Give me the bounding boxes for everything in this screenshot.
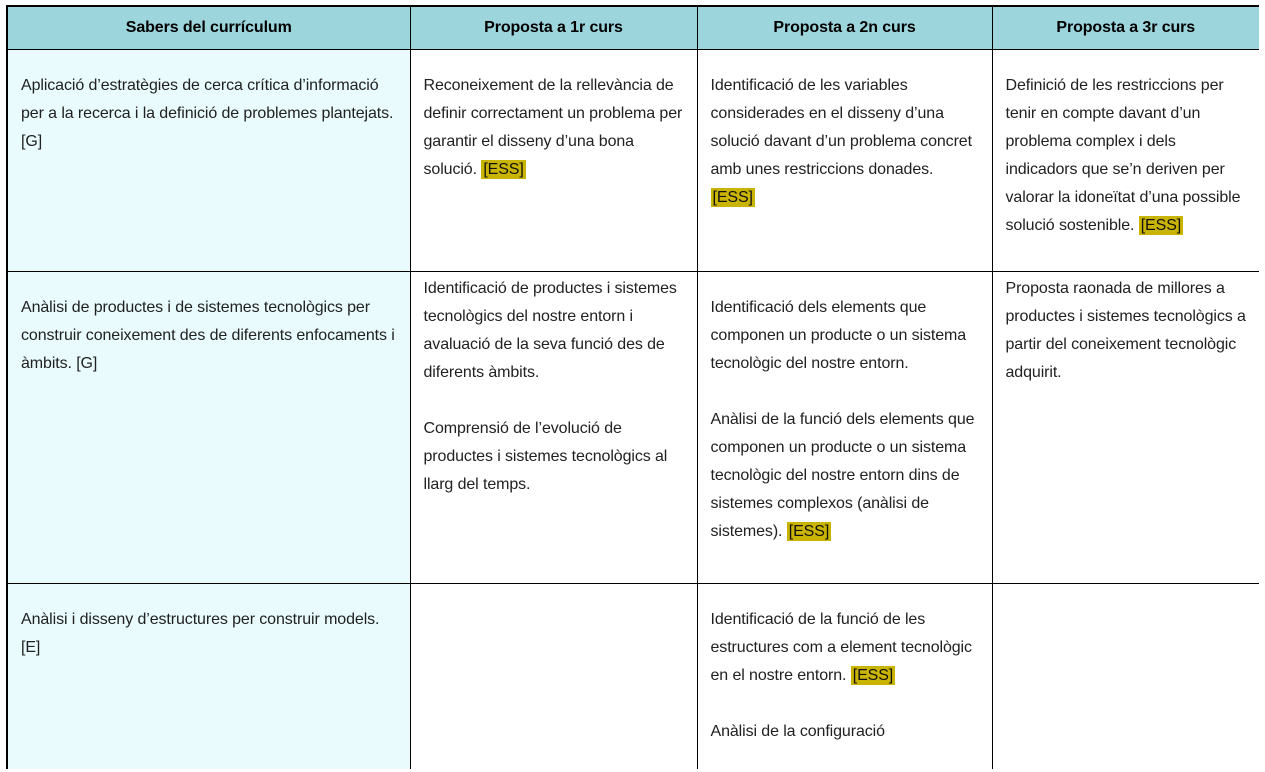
- cell-paragraph: Reconeixement de la rellevància de definir correctament un problema per garantir el disseny d’una bona solució. [ESS]: [423, 76, 683, 178]
- table-header-row: [7, 6, 1259, 49]
- cell-2n-curs: [697, 49, 992, 271]
- table-row: [7, 49, 1259, 271]
- cell-saber-cerca-critica: [7, 49, 410, 271]
- table-row: [7, 271, 1259, 583]
- ess-highlight-tag: [ESS]: [1140, 216, 1182, 234]
- header-proposta-1r-curs: Proposta a 1r curs: [410, 6, 697, 49]
- cell-paragraph: Anàlisi de la funció dels elements que componen un producte o un sistema tecnològic del nostre entorn dins de sistemes complexos (anàlisi de sistemes). [ESS]: [710, 410, 975, 540]
- cell-1r-curs: [410, 49, 697, 271]
- cell-3r-curs-empty: [992, 583, 1259, 769]
- cell-paragraph: Proposta raonada de millores a productes i sistemes tecnològics a partir del coneixement tecnològic adquirit.: [1005, 279, 1246, 381]
- cell-2n-curs: [697, 271, 992, 583]
- cell-saber-analisi-productes: [7, 271, 410, 583]
- cell-3r-curs: [992, 49, 1259, 271]
- ess-highlight-tag: [ESS]: [788, 522, 830, 540]
- cell-paragraph: Aplicació d’estratègies de cerca crítica d’informació per a la recerca i la definició de problemes plantejats. [G]: [21, 76, 394, 150]
- curriculum-sabers-table: [6, 5, 1259, 769]
- header-proposta-3r-curs: Proposta a 3r curs: [992, 6, 1259, 49]
- header-proposta-2n-curs: Proposta a 2n curs: [697, 6, 992, 49]
- cell-paragraph: Comprensió de l’evolució de productes i sistemes tecnològics al llarg del temps.: [423, 419, 668, 493]
- ess-highlight-tag: [ESS]: [483, 160, 524, 178]
- cell-paragraph: Identificació de productes i sistemes tecnològics del nostre entorn i avaluació de la seva funció des de diferents àmbits.: [423, 279, 677, 381]
- cell-paragraph: Anàlisi de productes i de sistemes tecnològics per construir coneixement des de diferents enfocaments i àmbits. [G]: [21, 298, 395, 372]
- table-row: [7, 583, 1259, 769]
- cell-paragraph: Anàlisi i disseny d’estructures per construir models. [E]: [21, 610, 380, 656]
- table-clip-region: [6, 5, 1259, 769]
- ess-highlight-tag: [ESS]: [712, 188, 753, 206]
- cell-1r-curs: [410, 271, 697, 583]
- header-sabers-curriculum: Sabers del currículum: [7, 6, 410, 49]
- cell-paragraph: Definició de les restriccions per tenir en compte davant d’un problema complex i dels indicadors que se’n deriven per valorar la idoneïtat d’una possible solució sostenible. [ESS]: [1005, 76, 1241, 234]
- cell-paragraph: Identificació de la funció de les estructures com a element tecnològic en el nostre entorn. [ESS]: [710, 610, 972, 684]
- ess-highlight-tag: [ESS]: [852, 666, 894, 684]
- cell-1r-curs-empty: [410, 583, 697, 769]
- cell-saber-estructures: [7, 583, 410, 769]
- cell-paragraph: Identificació dels elements que componen un producte o un sistema tecnològic del nostre entorn.: [710, 298, 967, 372]
- cell-paragraph: Anàlisi de la configuració: [710, 722, 885, 740]
- cell-paragraph: Identificació de les variables considerades en el disseny d’una solució davant d’un problema concret amb unes restriccions donades. [ESS]: [710, 76, 972, 206]
- cell-3r-curs: [992, 271, 1259, 583]
- cell-2n-curs: [697, 583, 992, 769]
